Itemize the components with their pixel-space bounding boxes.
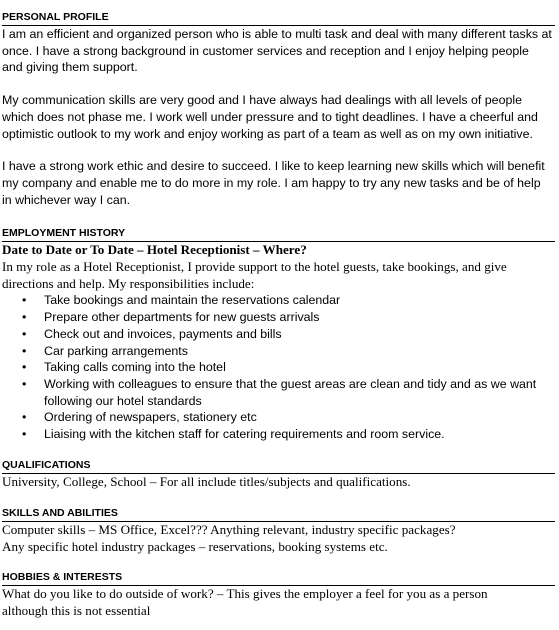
- bullet-icon: •: [22, 310, 27, 325]
- job-title: Date to Date or To Date – Hotel Receptionist – Where?: [2, 242, 307, 258]
- bullet-icon: •: [22, 427, 27, 442]
- qualifications-section: [2, 458, 555, 491]
- list-item: • Take bookings and maintain the reservations calendar: [22, 293, 341, 308]
- bullet-icon: •: [22, 376, 27, 391]
- profile-paragraph-1: I am an efficient and organized person who is able to multi task and deal with many different tasks at once. I have a strong background in customer services and reception and I enjoy helping people and giving them support.: [2, 27, 552, 75]
- responsibilities-list: [2, 292, 555, 442]
- profile-paragraph-2: My communication skills are very good and I have always had dealings with all levels of people which does not phase me. I work well under pressure and to tight deadlines. I have a cheerful and optimistic outlook to my work and enjoy working as part of a team as well as on my own initiative.: [2, 93, 538, 141]
- job-intro: In my role as a Hotel Receptionist, I provide support to the hotel guests, take bookings, and give directions and help. My responsibilities include:: [2, 259, 507, 291]
- hobbies-section: [2, 570, 555, 619]
- bullet-icon: •: [22, 343, 27, 358]
- personal-profile-heading: PERSONAL PROFILE: [2, 10, 555, 26]
- list-item: • Liaising with the kitchen staff for catering requirements and room service.: [22, 427, 445, 442]
- skills-section: [2, 506, 555, 555]
- list-item: • Ordering of newspapers, stationery etc: [22, 410, 257, 425]
- qualifications-text: University, College, School – For all include titles/subjects and qualifications.: [2, 473, 411, 489]
- cv-document: [2, 10, 555, 619]
- skills-line-2: Any specific hotel industry packages – reservations, booking systems etc.: [2, 539, 388, 555]
- list-item: • Check out and invoices, payments and bills: [22, 326, 282, 341]
- skills-line-1: Computer skills – MS Office, Excel??? Anything relevant, industry specific packages?: [2, 522, 456, 538]
- employment-history-heading: EMPLOYMENT HISTORY: [2, 226, 555, 242]
- list-item: • Working with colleagues to ensure that the guest areas are clean and tidy and as we want following our hotel standards: [22, 376, 537, 408]
- qualifications-heading: QUALIFICATIONS: [2, 458, 555, 474]
- bullet-icon: •: [22, 410, 27, 425]
- bullet-icon: •: [22, 293, 27, 308]
- employment-history-section: [2, 226, 555, 442]
- personal-profile-section: [2, 10, 555, 208]
- hobbies-heading: HOBBIES & INTERESTS: [2, 570, 555, 586]
- profile-paragraph-3: I have a strong work ethic and desire to succeed. I like to keep learning new skills which will benefit my company and enable me to do more in my role. I am happy to try any new tasks and be of help in whichever way I can.: [2, 159, 545, 207]
- list-item: • Car parking arrangements: [22, 343, 188, 358]
- bullet-icon: •: [22, 360, 27, 375]
- list-item: • Prepare other departments for new guests arrivals: [22, 310, 320, 325]
- skills-heading: SKILLS AND ABILITIES: [2, 506, 555, 522]
- list-item: • Taking calls coming into the hotel: [22, 360, 226, 375]
- hobbies-line-2: although this is not essential: [2, 602, 151, 618]
- bullet-icon: •: [22, 326, 27, 341]
- hobbies-line-1: What do you like to do outside of work? – This gives the employer a feel for you as a person: [2, 585, 488, 601]
